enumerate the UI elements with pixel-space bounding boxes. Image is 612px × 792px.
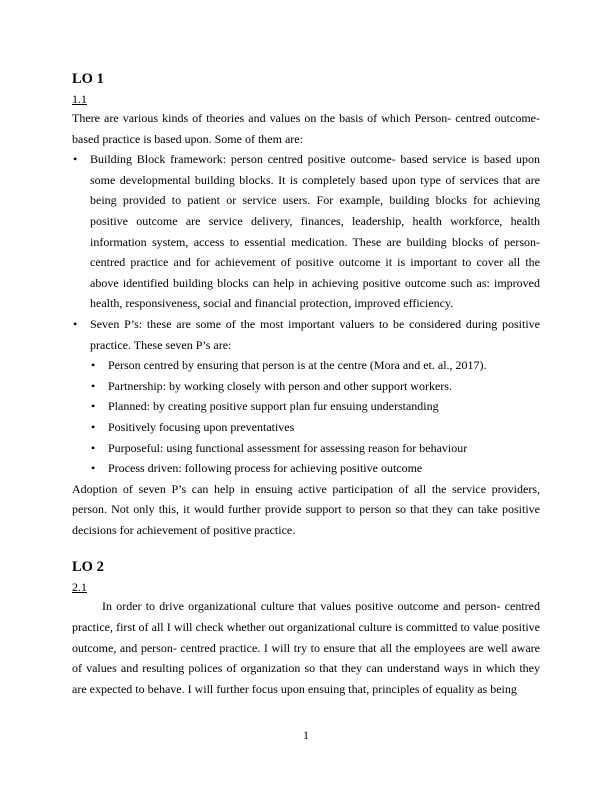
section-1-1-label: 1.1 <box>72 92 87 106</box>
lo1-intro-paragraph: There are various kinds of theories and values on the basis of which Person- centred outcome-based practice is based upon. Some of them are: <box>72 111 540 146</box>
seven-ps-item: • Purposeful: using functional assessment for assessing reason for behaviour <box>108 438 540 459</box>
seven-ps-bullet-text: Seven P’s: these are some of the most important valuers to be considered during positive practice. These seven P’s are: <box>90 316 540 352</box>
seven-ps-item: • Positively focusing upon preventatives <box>108 417 540 438</box>
section-gap <box>72 540 540 558</box>
section-2-1-label: 2.1 <box>72 580 87 595</box>
lo1-conclusion-paragraph: Adoption of seven P’s can help in ensuing active participation of all the service providers, person. Not only this, it would further provide support to person so that they can take positive decisions for achievement of positive practice. <box>72 481 540 537</box>
page-content <box>72 70 540 699</box>
seven-ps-item: • Planned: by creating positive support plan fur ensuing understanding <box>108 396 540 417</box>
seven-ps-item: • Person centred by ensuring that person is at the centre (Mora and et. al., 2017). <box>108 355 540 376</box>
seven-ps-item: • Partnership: by working closely with person and other support workers. <box>108 376 540 397</box>
lo1-bullet-list <box>72 149 540 479</box>
seven-ps-sublist <box>90 355 540 479</box>
building-block-bullet: • Building Block framework: person centred positive outcome- based service is based upon some developmental building blocks. It is completely based upon type of services that are being provided to patient or service users. For example, building blocks for achieving positive outcome are service delivery, finances, leadership, health workforce, health information system, access to essential medication. These are building blocks of person-centred practice and for achievement of positive outcome it is important to cover all the above identified building blocks can help in achieving positive outcome such as: improved health, responsiveness, social and financial protection, improved efficiency. <box>90 149 540 314</box>
lo1-heading: LO 1 <box>72 71 104 87</box>
seven-ps-item: • Process driven: following process for achieving positive outcome <box>108 458 540 479</box>
lo2-heading: LO 2 <box>72 559 104 576</box>
page-number: 1 <box>303 728 309 742</box>
lo2-paragraph: In order to drive organizational culture that values positive outcome and person- centred practice, first of all I will check whether out organizational culture is committed to value positive outcome, and person- centred practice. I will try to ensure that all the employees are well aware of values and resulting polices of organization so that they can understand ways in which they are expected to behave. I will further focus upon ensuing that, principles of equality as being <box>72 599 540 696</box>
seven-ps-bullet <box>90 314 540 479</box>
